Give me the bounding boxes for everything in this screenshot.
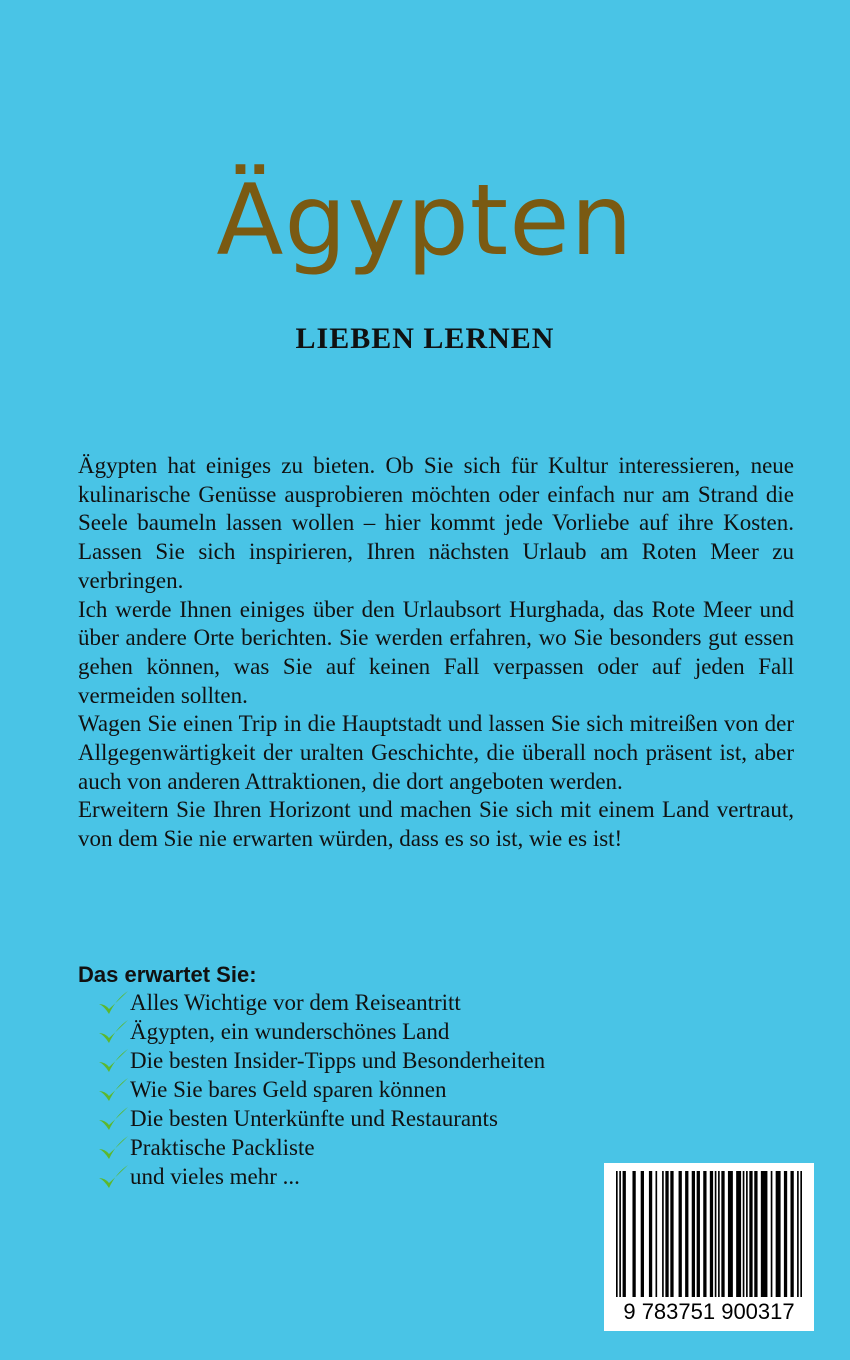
checklist-item-label: Alles Wichtige vor dem Reiseantritt: [130, 989, 461, 1015]
barcode-bar: [743, 1171, 745, 1297]
book-title: Ägypten: [216, 164, 634, 278]
blurb: [78, 452, 794, 854]
checkmark-icon: [96, 1105, 130, 1133]
barcode-bar: [656, 1171, 658, 1297]
barcode-bar: [776, 1171, 781, 1297]
blurb-paragraph-1: Ägypten hat einiges zu bieten. Ob Sie sich für Kultur interessieren, neue kulinarische Genüsse ausprobieren möchten oder einfach nur am Strand die Seele baumeln lassen wollen – hier kommt jede Vorliebe auf ihre Kosten. Lassen Sie sich inspirieren, Ihren nächsten Urlaub am Roten Meer zu verbringen.: [78, 453, 794, 593]
barcode-bar: [736, 1171, 741, 1297]
barcode-bar: [616, 1171, 618, 1297]
barcode-bar: [721, 1171, 724, 1297]
checklist-item: [96, 1104, 545, 1133]
barcode-bar: [797, 1171, 799, 1297]
barcode-bar: [697, 1171, 700, 1297]
blurb-paragraph-3: Wagen Sie einen Trip in die Hauptstadt und lassen Sie sich mitreißen von der Allgegenwärtigkeit der uralten Geschichte, die überall noch präsent ist, aber auch von anderen Attraktionen, die dort angeboten werden.: [78, 711, 794, 794]
checklist-item-label: und vieles mehr ...: [130, 1163, 300, 1189]
barcode-bar: [679, 1171, 682, 1297]
barcode-bar: [710, 1171, 713, 1297]
barcode-bar: [784, 1171, 787, 1297]
barcode-bar: [771, 1171, 773, 1297]
checklist-item-label: Wie Sie bares Geld sparen können: [130, 1076, 447, 1102]
checklist: [96, 988, 545, 1191]
checklist-item-label: Ägypten, ein wunderschönes Land: [130, 1018, 450, 1044]
checkmark-icon: [96, 1163, 130, 1191]
checkmark-icon: [96, 1047, 130, 1075]
barcode-bars: [614, 1171, 804, 1299]
checkmark-icon: [96, 1018, 130, 1046]
barcode-bar: [703, 1171, 706, 1297]
isbn-number: 9 783751 900317: [623, 1299, 795, 1324]
barcode-bar: [761, 1171, 768, 1297]
barcode-bar: [623, 1171, 626, 1297]
barcode-bar: [670, 1171, 673, 1297]
book-subtitle: LIEBEN LERNEN: [295, 322, 555, 355]
barcode-bar: [632, 1171, 635, 1297]
barcode-bar: [649, 1171, 652, 1297]
checklist-item: [96, 988, 545, 1017]
checklist-item: [96, 1017, 545, 1046]
barcode-bar: [665, 1171, 668, 1297]
checklist-item: [96, 1162, 545, 1191]
barcode-bar: [685, 1171, 688, 1297]
checkmark-icon: [96, 1134, 130, 1162]
barcode-bar: [715, 1171, 717, 1297]
isbn-barcode: [604, 1163, 814, 1331]
checklist-item-label: Die besten Insider-Tipps und Besonderheiten: [130, 1047, 546, 1073]
barcode-bar: [641, 1171, 644, 1297]
checklist-item-label: Praktische Packliste: [130, 1134, 315, 1160]
barcode-bar: [749, 1171, 752, 1297]
barcode-bar: [662, 1171, 664, 1297]
barcode-bar: [692, 1171, 695, 1297]
barcode-bar: [790, 1171, 793, 1297]
checklist-item: [96, 1075, 545, 1104]
checklist-item: [96, 1046, 545, 1075]
blurb-paragraph-4: Erweitern Sie Ihren Horizont und machen Sie sich mit einem Land vertraut, von dem Sie nie erwarten würden, dass es so ist, wie es ist!: [78, 797, 794, 852]
blurb-paragraph-2: Ich werde Ihnen einiges über den Urlaubsort Hurghada, das Rote Meer und über andere Orte berichten. Sie werden erfahren, wo Sie besonders gut essen gehen können, was Sie auf keinen Fall verpassen oder auf jeden Fall vermeiden sollten.: [78, 596, 794, 708]
barcode-bar: [728, 1171, 733, 1297]
barcode-bar: [800, 1171, 802, 1297]
barcode-bar: [619, 1171, 621, 1297]
checkmark-icon: [96, 989, 130, 1017]
checklist-item-label: Die besten Unterkünfte und Restaurants: [130, 1105, 498, 1131]
checkmark-icon: [96, 1076, 130, 1104]
checklist-item: [96, 1133, 545, 1162]
barcode-bar: [754, 1171, 757, 1297]
checklist-heading: Das erwartet Sie:: [78, 962, 257, 987]
barcode-bar: [718, 1171, 720, 1297]
barcode-bar: [746, 1171, 748, 1297]
